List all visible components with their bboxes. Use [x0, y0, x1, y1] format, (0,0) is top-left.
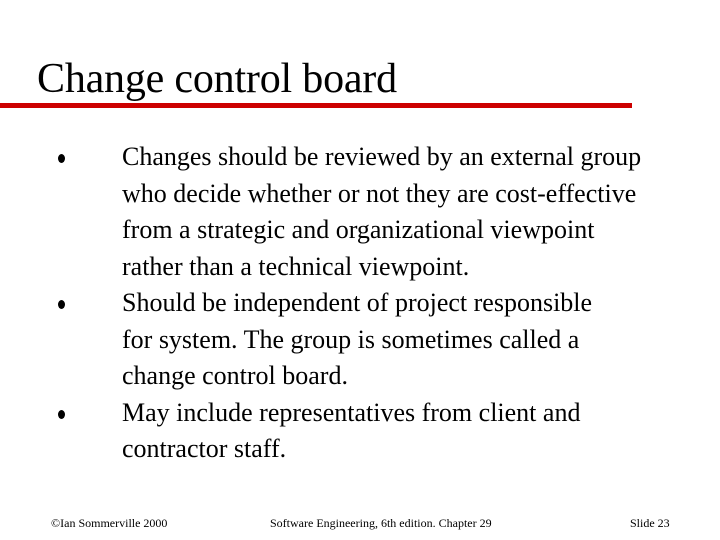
title-underline [0, 103, 632, 108]
bullet-line: from a strategic and organizational viewpoint [122, 215, 595, 244]
bullet-line: May include representatives from client and [122, 397, 581, 427]
footer-slide-number: Slide 23 [630, 516, 670, 530]
bullet-dot-icon [58, 300, 65, 309]
bullet-line: Should be independent of project responsible [122, 288, 593, 317]
bullet-line: who decide whether or not they are cost-effective [122, 178, 637, 208]
footer-copyright: ©Ian Sommerville 2000 [51, 516, 168, 530]
bullet-line: Changes should be reviewed by an external group [122, 142, 642, 171]
bullet-line: for system. The group is sometimes called a [122, 324, 580, 354]
bullet-item [56, 139, 696, 285]
bullet-item [56, 285, 696, 395]
bullet-line: change control board. [122, 361, 348, 390]
bullet-line: rather than a technical viewpoint. [122, 251, 470, 281]
footer-book-title: Software Engineering, 6th edition. Chapter 29 [270, 516, 492, 530]
slide-title: Change control board [37, 56, 397, 102]
bullet-list [56, 139, 696, 468]
bullet-line: contractor staff. [122, 434, 287, 463]
bullet-dot-icon [58, 410, 65, 419]
bullet-dot-icon [58, 154, 65, 163]
bullet-item [56, 395, 696, 468]
